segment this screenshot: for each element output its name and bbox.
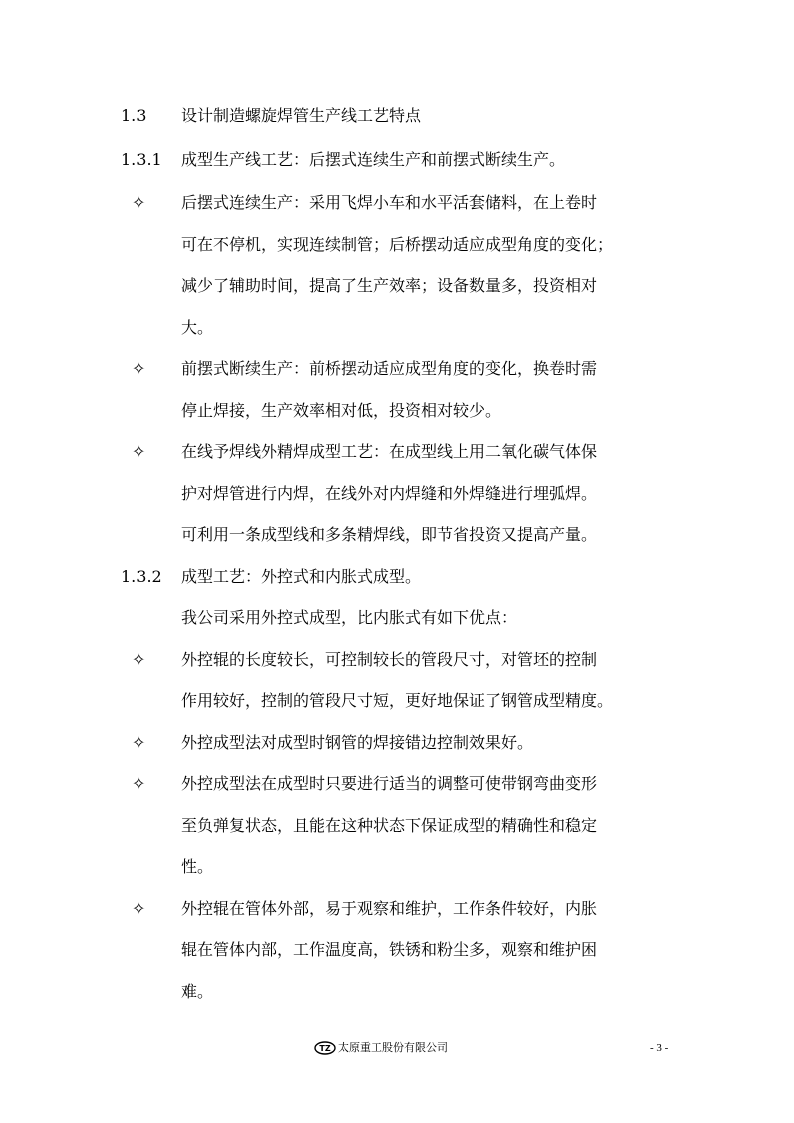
- text-line: 难。: [181, 982, 214, 1001]
- bullet-icon: ✧: [132, 899, 146, 918]
- text-line: 外控辊在管体外部，易于观察和维护，工作条件较好，内胀: [181, 899, 598, 918]
- logo-text: TZ: [319, 1044, 331, 1053]
- text-line: 可利用一条成型线和多条精焊线，即节省投资又提高产量。: [181, 525, 598, 544]
- text-line: 减少了辅助时间，提高了生产效率；设备数量多，投资相对: [181, 276, 598, 295]
- section-number: 1.3.1: [121, 150, 162, 169]
- text-line: 外控辊的长度较长，可控制较长的管段尺寸，对管坯的控制: [181, 650, 598, 669]
- section-title: 成型生产线工艺：后摆式连续生产和前摆式断续生产。: [181, 150, 566, 169]
- text-line: 可在不停机，实现连续制管；后桥摆动适应成型角度的变化；: [181, 235, 614, 254]
- section-number: 1.3.2: [121, 567, 162, 586]
- section-title: 设计制造螺旋焊管生产线工艺特点: [181, 106, 422, 125]
- text-line: 作用较好，控制的管段尺寸短，更好地保证了钢管成型精度。: [181, 691, 614, 710]
- section-number: 1.3: [121, 106, 147, 125]
- bullet-icon: ✧: [132, 733, 146, 752]
- section-heading-1-3-2: [121, 565, 421, 589]
- text-line: 外控成型法对成型时钢管的焊接错边控制效果好。: [181, 733, 534, 752]
- section-heading-1-3-1: [121, 148, 565, 172]
- section-heading-1-3: [121, 104, 421, 128]
- bullet-icon: ✧: [132, 650, 146, 669]
- text-line: 辊在管体内部，工作温度高，铁锈和粉尘多，观察和维护困: [181, 940, 598, 959]
- text-line: 在线予焊线外精焊成型工艺：在成型线上用二氧化碳气体保: [181, 442, 598, 461]
- text-line: 后摆式连续生产：采用飞焊小车和水平活套储料，在上卷时: [181, 193, 598, 212]
- text-line: 至负弹复状态，且能在这种状态下保证成型的精确性和稳定: [181, 816, 598, 835]
- bullet-icon: ✧: [132, 774, 146, 793]
- section-title: 成型工艺：外控式和内胀式成型。: [181, 567, 422, 586]
- bullet-icon: ✧: [132, 359, 146, 378]
- text-line: 大。: [181, 318, 214, 337]
- text-line: 停止焊接，生产效率相对低，投资相对较少。: [181, 401, 502, 420]
- bullet-icon: ✧: [132, 193, 146, 212]
- footer-page-number: - 3 -: [650, 1042, 669, 1054]
- company-logo-icon: [314, 1041, 336, 1055]
- text-line: 前摆式断续生产：前桥摆动适应成型角度的变化，换卷时需: [181, 359, 598, 378]
- text-line: 护对焊管进行内焊，在线外对内焊缝和外焊缝进行埋弧焊。: [181, 484, 598, 503]
- bullet-icon: ✧: [132, 442, 146, 461]
- footer-company-name: 太原重工股份有限公司: [338, 1041, 448, 1054]
- text-line: 性。: [181, 857, 214, 876]
- text-line: 外控成型法在成型时只要进行适当的调整可使带钢弯曲变形: [181, 774, 598, 793]
- text-line: 我公司采用外控式成型，比内胀式有如下优点：: [181, 608, 518, 627]
